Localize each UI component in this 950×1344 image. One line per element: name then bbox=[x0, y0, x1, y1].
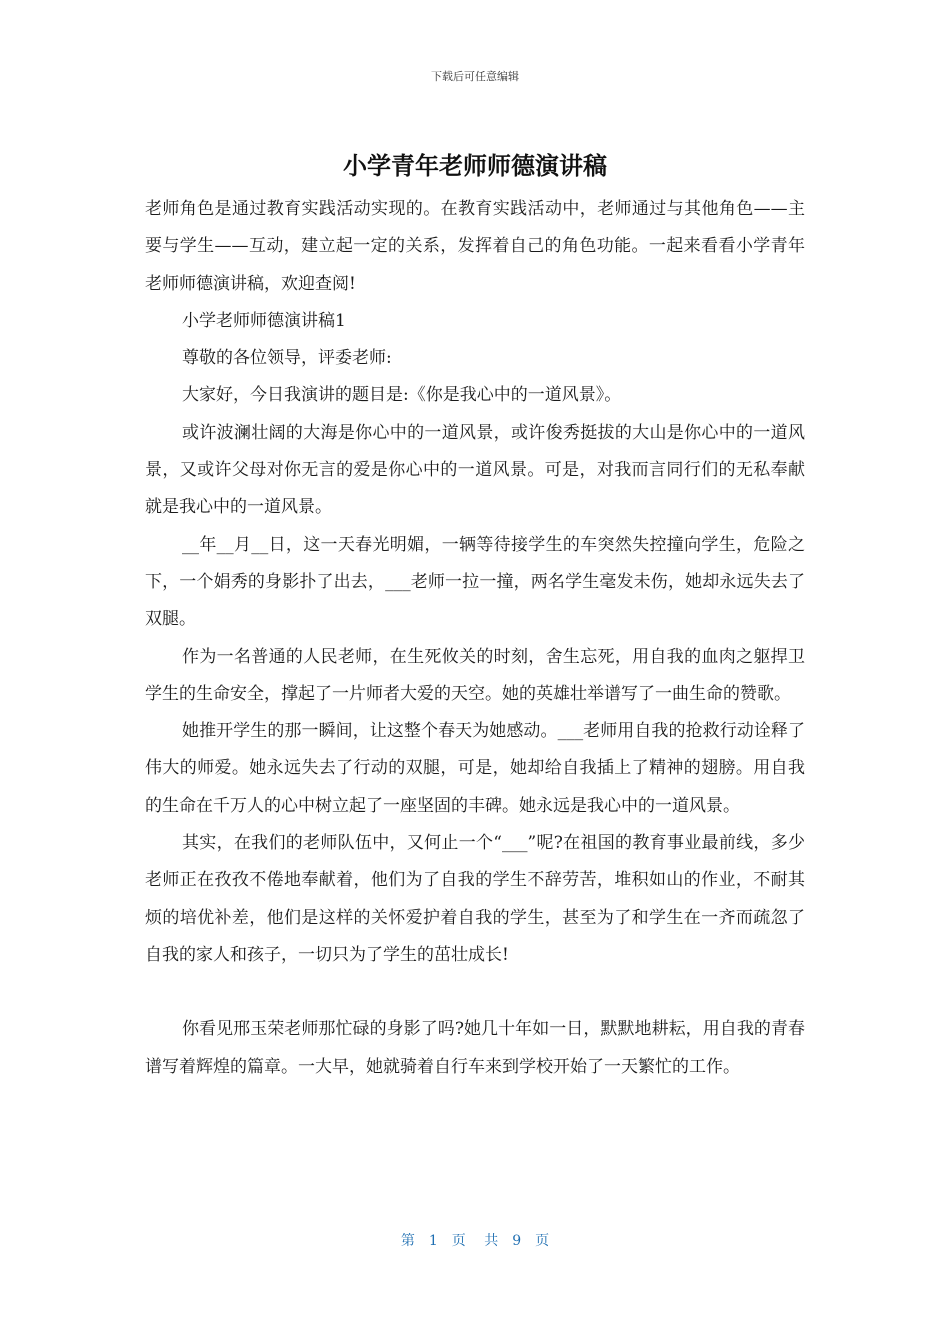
body-paragraph: 作为一名普通的人民老师，在生死攸关的时刻，舍生忘死，用自我的血肉之躯捍卫学生的生命安全，撑起了一片师者大爱的天空。她的英雄壮举谱写了一曲生命的赞歌。 bbox=[145, 646, 805, 704]
greeting-paragraph: 大家好，今日我演讲的题目是:《你是我心中的一道风景》。 bbox=[182, 385, 622, 406]
document-title: 小学青年老师师德演讲稿 bbox=[343, 152, 607, 180]
footer-page-number: 1 bbox=[428, 1233, 438, 1249]
paragraph-spacer bbox=[145, 974, 805, 1011]
footer-prefix: 第 bbox=[400, 1233, 415, 1249]
footer-total-pages: 9 bbox=[512, 1233, 522, 1249]
footer-suffix: 页 bbox=[535, 1233, 550, 1249]
body-paragraph: 你看见邢玉荣老师那忙碌的身影了吗?她几十年如一日，默默地耕耘，用自我的青春谱写着辉煌的篇章。一大早，她就骑着自行车来到学校开始了一天繁忙的工作。 bbox=[145, 1019, 805, 1077]
salutation: 尊敬的各位领导，评委老师: bbox=[182, 348, 392, 369]
body-paragraph: 其实，在我们的老师队伍中，又何止一个“___”呢?在祖国的教育事业最前线，多少老师正在孜孜不倦地奉献着，他们为了自我的学生不辞劳苦，堆积如山的作业，不耐其烦的培优补差，他们是这样的关怀爱护着自我的学生，甚至为了和学生在一齐而疏忽了自我的家人和孩子，一切只为了学生的茁壮成长! bbox=[145, 833, 805, 965]
body-paragraph: 或许波澜壮阔的大海是你心中的一道风景，或许俊秀挺拔的大山是你心中的一道风景，又或许父母对你无言的爱是你心中的一道风景。可是，对我而言同行们的无私奉献就是我心中的一道风景。 bbox=[145, 422, 805, 518]
body-paragraph: __年__月__日，这一天春光明媚，一辆等待接学生的车突然失控撞向学生，危险之下，一个娟秀的身影扑了出去，___老师一拉一撞，两名学生毫发未伤，她却永远失去了双腿。 bbox=[145, 534, 805, 630]
page-header-note: 下载后可任意编辑 bbox=[431, 70, 519, 83]
intro-paragraph: 老师角色是通过教育实践活动实现的。在教育实践活动中，老师通过与其他角色——主要与学生——互动，建立起一定的关系，发挥着自己的角色功能。一起来看看小学青年老师师德演讲稿，欢迎查阅! bbox=[145, 199, 805, 294]
page-footer bbox=[0, 1230, 950, 1250]
body-paragraph: 她推开学生的那一瞬间，让这整个春天为她感动。___老师用自我的抢救行动诠释了伟大的师爱。她永远失去了行动的双腿，可是，她却给自我插上了精神的翅膀。用自我的生命在千万人的心中树立起了一座坚固的丰碑。她永远是我心中的一道风景。 bbox=[145, 721, 805, 816]
footer-middle: 页 共 bbox=[451, 1233, 499, 1249]
document-body bbox=[145, 191, 805, 1086]
section-heading: 小学老师师德演讲稿1 bbox=[182, 310, 346, 331]
